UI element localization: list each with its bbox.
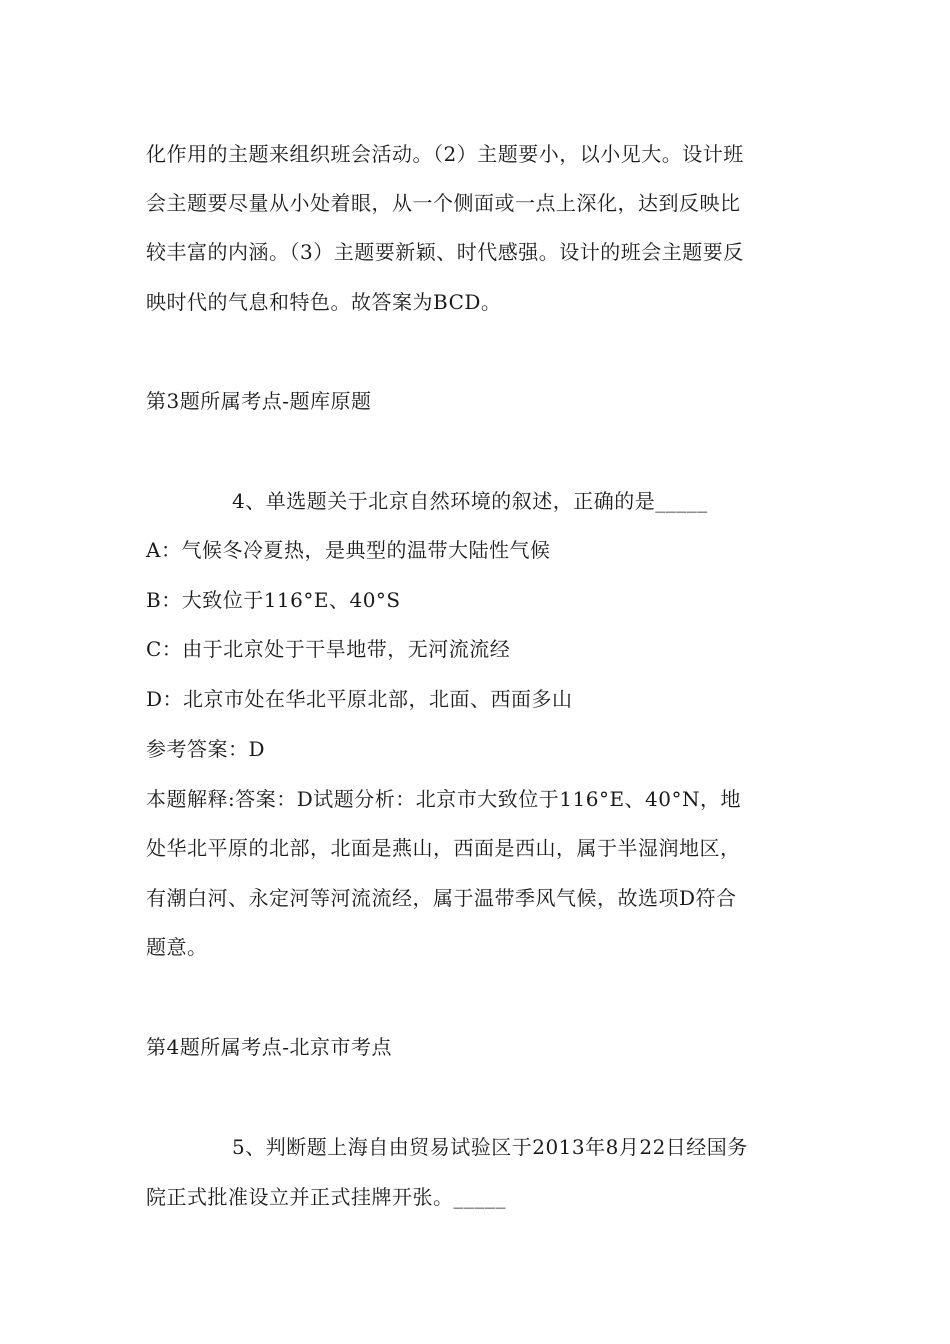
q4-explanation-line-1: 本题解释:答案：D试题分析：北京市大致位于116°E、40°N，地: [146, 787, 741, 811]
q4-explanation-line-4: 题意。: [146, 935, 208, 959]
q4-question: 4、单选题关于北京自然环境的叙述，正确的是_____: [232, 489, 708, 513]
q4-option-b: B：大致位于116°E、40°S: [146, 588, 401, 612]
q4-exam-point: 第4题所属考点-北京市考点: [146, 1035, 392, 1059]
q4-explanation-line-2: 处华北平原的北部，北面是燕山，西面是西山，属于半湿润地区，: [146, 836, 741, 860]
q4-reference-answer: 参考答案：D: [146, 737, 266, 761]
q3-explanation-line-1: 化作用的主题来组织班会活动。（2）主题要小，以小见大。设计班: [146, 142, 744, 166]
q4-option-c: C：由于北京处于干旱地带，无河流流经: [146, 637, 511, 661]
q4-explanation-line-3: 有潮白河、永定河等河流流经，属于温带季风气候，故选项D符合: [146, 886, 737, 910]
q3-explanation-line-3: 较丰富的内涵。（3）主题要新颖、时代感强。设计的班会主题要反: [146, 240, 744, 264]
q4-option-d: D：北京市处在华北平原北部，北面、西面多山: [146, 687, 573, 711]
q3-explanation-line-2: 会主题要尽量从小处着眼，从一个侧面或一点上深化，达到反映比: [146, 191, 741, 215]
q4-option-a: A：气候冬冷夏热，是典型的温带大陆性气候: [146, 538, 551, 562]
q5-question-line-1: 5、判断题上海自由贸易试验区于2013年8月22日经国务: [232, 1135, 748, 1159]
q5-question-line-2: 院正式批准设立并正式挂牌开张。_____: [146, 1185, 506, 1209]
q3-explanation-line-4: 映时代的气息和特色。故答案为BCD。: [146, 290, 502, 314]
q3-exam-point: 第3题所属考点-题库原题: [146, 389, 372, 413]
